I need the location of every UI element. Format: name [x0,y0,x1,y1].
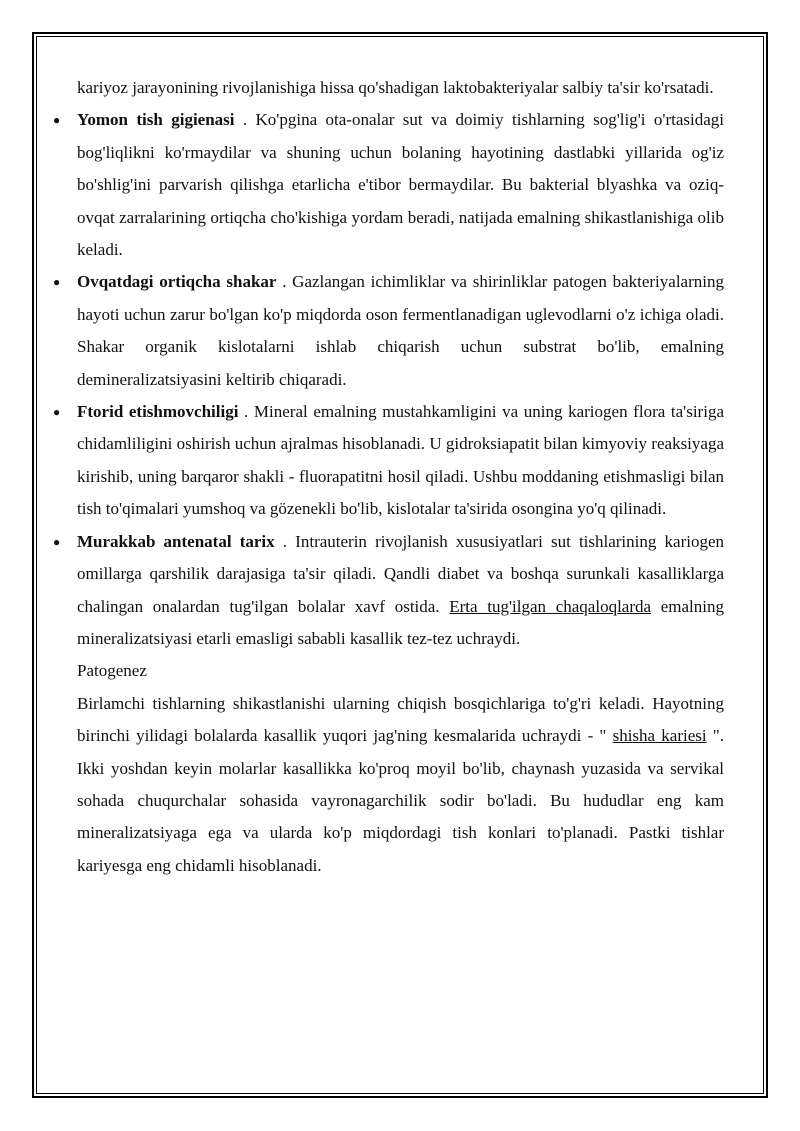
bullet-item-excess-sugar [53,266,724,396]
bullet-icon: ● [53,405,61,420]
bullet-term: Ftorid etishmovchiligi [77,402,239,422]
bullet-text: . Intrauterin rivojlanish xususiyatlari sut tishlarining kariogen omillarga qarshilik darajasiga ta'sir qiladi. Qandli diabet va boshqa surunkali kasalliklarga chalingan onalardan tug'ilgan bolalar xavf ostida. [77,531,724,616]
bullet-item-poor-hygiene [53,104,724,266]
bullet-text-tail: emalning mineralizatsiyasi etarli emasligi sababli kasallik tez-tez uchraydi. [77,596,724,648]
paragraph-text: Birlamchi tishlarning shikastlanishi ularning chiqish bosqichlariga to'g'ri keladi. Hayotning birinchi yilidagi bolalarda kasallik yuqori jag'ning kesmalarida uchraydi - " [77,693,724,746]
document-body [53,72,724,882]
bullet-text: . Ko'pgina ota-onalar sut va doimiy tishlarning sog'lig'i o'rtasidagi bog'liqlikni ko'rmaydilar va shuning uchun bolaning hayotining dastlabki yillarida og'iz bo'shlig'ini parvarish qilishga etarlicha e'tibor bermaydilar. Bu bakterial blyashka va oziq-ovqat zarralarining ortiqcha cho'kishiga yordam beradi, natijada emalning shikastlanishiga olib keladi. [77,110,724,260]
intro-continuation: kariyoz jarayonining rivojlanishiga hissa qo'shadigan laktobakteriyalar salbiy ta'sir ko'rsatadi. [77,78,714,97]
bullet-text: . Mineral emalning mustahkamligini va uning kariogen flora ta'siriga chidamliligini oshirish uchun ajralmas hisoblanadi. U gidroksiapatit bilan kimyoviy reaksiyaga kirishib, uning barqaror shakli - fluorapatitni hosil qiladi. Ushbu moddaning etishmasligi bilan tish to'qimalari yumshoq va gözenekli bo'lib, kislotalar ta'sirida osongina yo'q qilinadi. [77,402,724,519]
bullet-icon: ● [53,534,61,549]
paragraph-text-tail: ". Ikki yoshdan keyin molarlar kasallikka ko'proq moyil bo'lib, chaynash yuzasida va servikal sohada chuqurchalar sohasida vayronagarchilik sodir bo'ladi. Bu hududlar eng kam mineralizatsiyaga ega va ularda ko'p miqdordagi tish konlari to'planadi. Pastki tishlar kariyesga eng chidamli hisoblanadi. [77,726,724,875]
bullet-item-antenatal-history [53,526,724,656]
premature-infants-link[interactable]: Erta tug'ilgan chaqaloqlarda [449,596,652,616]
bullet-term: Ovqatdagi ortiqcha shakar [77,272,277,292]
bullet-item-fluoride-deficiency [53,396,724,526]
bullet-icon: ● [53,113,61,128]
bullet-term: Murakkab antenatal tarix [77,531,275,551]
bottle-caries-link[interactable]: shisha kariesi [612,726,707,746]
bullet-term: Yomon tish gigienasi [77,110,235,130]
bullet-icon: ● [53,275,61,290]
bullet-text: . Gazlangan ichimliklar va shirinliklar patogen bakteriyalarning hayoti uchun zarur bo'lgan ko'p miqdorda oson fermentlanadigan uglevodlarni o'z ichiga oladi. Shakar organik kislotalarni ishlab chiqarish uchun substrat bo'lib, emalning demineralizatsiyasini keltirib chiqaradi. [77,272,724,389]
pathogenesis-paragraph [77,688,724,882]
section-heading: Patogenez [77,661,147,681]
